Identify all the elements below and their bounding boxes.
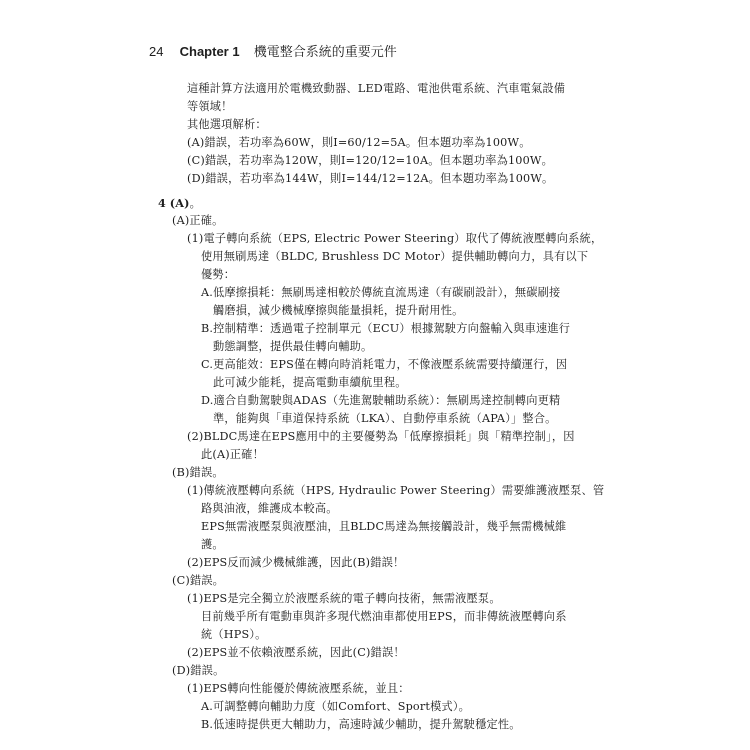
chapter-label: Chapter 1 <box>179 44 240 59</box>
chapter-title: 機電整合系統的重要元件 <box>253 45 397 60</box>
page-number: 24 <box>149 44 164 59</box>
list-item-a: A.可調整轉向輔助力度（如Comfort、Sport模式）。 <box>201 700 471 713</box>
list-item-d-cont: 準，能夠與「車道保持系統（LKA）、自動停車系統（APA）」整合。 <box>213 412 557 425</box>
paragraph-line: (1)EPS是完全獨立於液壓系統的電子轉向技術，無需液壓泵。 <box>187 592 501 605</box>
other-options-heading: 其他選項解析： <box>187 118 267 131</box>
paragraph-line: (2)EPS反而減少機械維護，因此(B)錯誤！ <box>187 556 405 569</box>
option-a-heading: (A)正確。 <box>172 214 224 227</box>
paragraph-line: 路與油液，維護成本較高。 <box>201 502 338 515</box>
list-item-a: A.低摩擦損耗：無刷馬達相較於傳統直流馬達（有碳刷設計），無碳刷接 <box>201 286 561 299</box>
question-number: 4 <box>158 196 166 210</box>
answer-suffix: 。 <box>189 197 202 210</box>
intro-line: 這種計算方法適用於電機致動器、LED電路、電池供電系統、汽車電氣設備 <box>187 82 566 95</box>
list-item-a-cont: 觸磨損，減少機械摩擦與能量損耗，提升耐用性。 <box>213 304 464 317</box>
paragraph-line: (1)傳統液壓轉向系統（HPS, Hydraulic Power Steering）需要維護液壓泵、管 <box>187 484 605 497</box>
paragraph-line: (2)EPS並不依賴液壓系統，因此(C)錯誤！ <box>187 646 405 659</box>
option-d-heading: (D)錯誤。 <box>172 664 225 677</box>
paragraph-line: (1)電子轉向系統（EPS, Electric Power Steering）取代了傳統液壓轉向系統， <box>187 232 603 245</box>
paragraph-line: EPS無需液壓泵與液壓油，且BLDC馬達為無接觸設計，幾乎無需機械維 <box>201 520 567 533</box>
option-c-heading: (C)錯誤。 <box>172 574 225 587</box>
paragraph-line: 護。 <box>201 538 224 551</box>
page-header <box>149 41 397 60</box>
paragraph-line: 優勢： <box>201 268 236 281</box>
paragraph-line: 使用無刷馬達（BLDC, Brushless DC Motor）提供輔助轉向力，具有以下 <box>201 250 589 263</box>
option-d-explanation: (D)錯誤，若功率為144W，則I=144/12=12A。但本題功率為100W。 <box>187 172 554 185</box>
paragraph-line: (1)EPS轉向性能優於傳統液壓系統，並且： <box>187 682 410 695</box>
list-item-d: D.適合自動駕駛與ADAS（先進駕駛輔助系統）：無刷馬達控制轉向更精 <box>201 394 561 407</box>
list-item-c-cont: 此可減少能耗，提高電動車續航里程。 <box>213 376 407 389</box>
option-c-explanation: (C)錯誤，若功率為120W，則I=120/12=10A。但本題功率為100W。 <box>187 154 554 167</box>
intro-line: 等領域！ <box>187 100 233 113</box>
list-item-b: B.低速時提供更大輔助力，高速時減少輔助，提升駕駛穩定性。 <box>201 718 521 731</box>
answer-choice: (A) <box>169 196 190 210</box>
list-item-b-cont: 動態調整，提供最佳轉向輔助。 <box>213 340 373 353</box>
question-4-answer <box>158 195 201 212</box>
list-item-b: B.控制精準：透過電子控制單元（ECU）根據駕駛方向盤輸入與車速進行 <box>201 322 571 335</box>
paragraph-line: (2)BLDC馬達在EPS應用中的主要優勢為「低摩擦損耗」與「精準控制」，因 <box>187 430 575 443</box>
list-item-c: C.更高能效：EPS僅在轉向時消耗電力，不像液壓系統需要持續運行，因 <box>201 358 568 371</box>
paragraph-line: 此(A)正確！ <box>201 448 264 461</box>
option-b-heading: (B)錯誤。 <box>172 466 224 479</box>
paragraph-line: 統（HPS）。 <box>201 628 267 641</box>
option-a-explanation: (A)錯誤，若功率為60W，則I=60/12=5A。但本題功率為100W。 <box>187 136 531 149</box>
paragraph-line: 目前幾乎所有電動車與許多現代燃油車都使用EPS，而非傳統液壓轉向系 <box>201 610 567 623</box>
